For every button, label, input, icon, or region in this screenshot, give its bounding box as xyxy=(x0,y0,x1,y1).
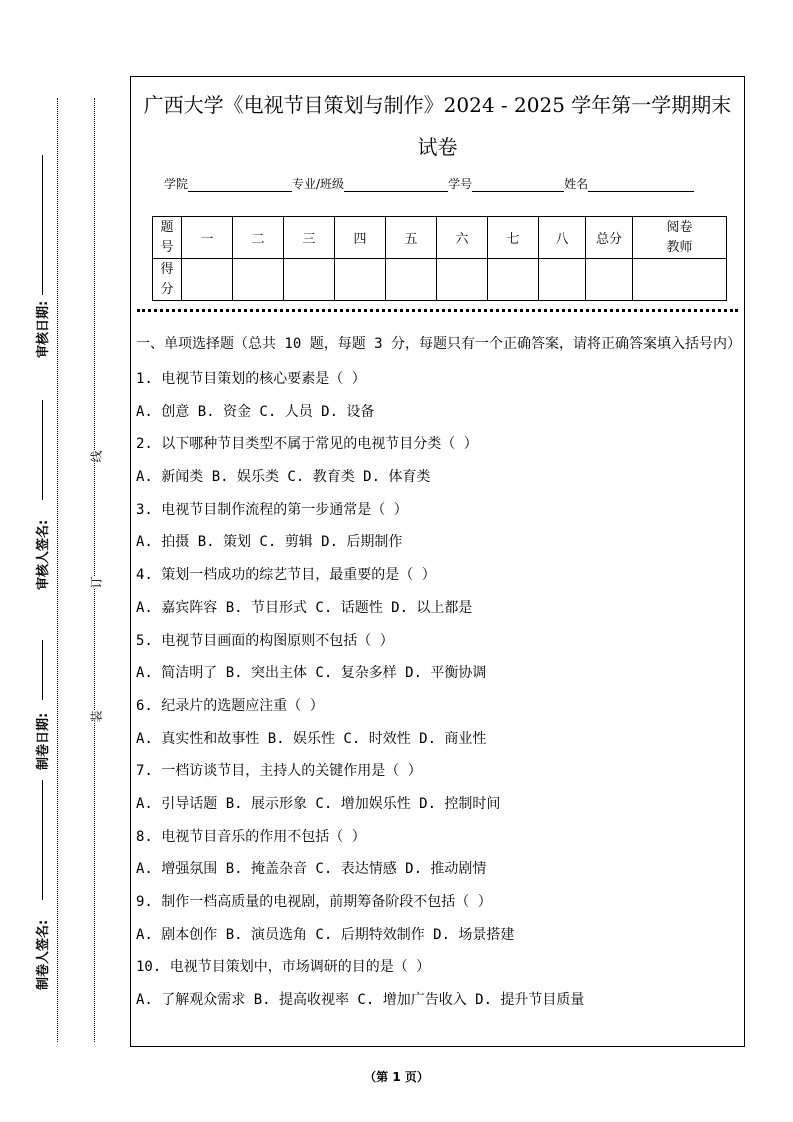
make-date-label: 制卷日期: xyxy=(36,712,51,770)
score-table xyxy=(152,216,727,301)
reviewer-sign-label: 审核人签名: xyxy=(36,519,51,590)
options-6: A. 真实性和故事性 B. 娱乐性 C. 时效性 D. 商业性 xyxy=(136,730,487,747)
table-cell-total: 总分 xyxy=(586,217,633,259)
score-input-7[interactable] xyxy=(488,259,539,301)
score-input-6[interactable] xyxy=(437,259,488,301)
score-input-3[interactable] xyxy=(284,259,335,301)
major-label: 专业/班级 xyxy=(292,177,345,191)
section-heading: 一、单项选择题（总共 10 题，每题 3 分，每题只有一个正确答案，请将正确答案填入括号内） xyxy=(136,336,741,352)
table-cell-question-no: 题 号 xyxy=(153,217,182,259)
binding-line-char: 线 xyxy=(89,450,104,463)
table-cell-6: 六 xyxy=(437,217,488,259)
score-input-4[interactable] xyxy=(335,259,386,301)
score-input-8[interactable] xyxy=(539,259,586,301)
student-id-field[interactable] xyxy=(472,179,564,192)
page-number: （第 1 页） xyxy=(364,1070,429,1084)
student-info-row xyxy=(164,175,694,192)
id-label: 学号 xyxy=(448,177,473,191)
score-input-1[interactable] xyxy=(182,259,233,301)
binding-zhuang-char: 装 xyxy=(89,710,104,723)
options-8: A. 增强氛围 B. 掩盖杂音 C. 表达情感 D. 推动剧情 xyxy=(136,861,487,878)
binding-dotted-line-outer xyxy=(57,98,58,1042)
table-cell-5: 五 xyxy=(386,217,437,259)
table-cell-4: 四 xyxy=(335,217,386,259)
review-date-label: 审核日期: xyxy=(36,300,51,358)
options-3: A. 拍摄 B. 策划 C. 剪辑 D. 后期制作 xyxy=(136,534,403,551)
question-section xyxy=(136,333,741,1017)
score-table-score-row xyxy=(153,259,727,301)
options-10: A. 了解观众需求 B. 提高收视率 C. 增加广告收入 D. 提升节目质量 xyxy=(136,992,585,1009)
options-4: A. 嘉宾阵容 B. 节目形式 C. 话题性 D. 以上都是 xyxy=(136,599,473,616)
maker-sign-underline xyxy=(42,780,43,900)
question-9: 9. 制作一档高质量的电视剧，前期筹备阶段不包括（ ） xyxy=(136,894,492,910)
question-1: 1. 电视节目策划的核心要素是（ ） xyxy=(136,371,366,387)
question-2: 2. 以下哪种节目类型不属于常见的电视节目分类（ ） xyxy=(136,436,478,453)
score-input-total[interactable] xyxy=(586,259,633,301)
maker-sign-label: 制卷人签名: xyxy=(36,919,51,990)
options-2: A. 新闻类 B. 娱乐类 C. 教育类 D. 体育类 xyxy=(136,469,431,486)
major-field[interactable] xyxy=(344,179,448,192)
question-10: 10. 电视节目策划中，市场调研的目的是（ ） xyxy=(136,959,431,976)
grader-sign-cell[interactable] xyxy=(633,259,727,301)
college-field[interactable] xyxy=(188,179,292,192)
table-cell-grader: 阅卷 教师 xyxy=(633,217,727,259)
score-table-header-row xyxy=(153,217,727,259)
table-cell-2: 二 xyxy=(233,217,284,259)
options-9: A. 剧本创作 B. 演员选角 C. 后期特效制作 D. 场景搭建 xyxy=(136,926,515,943)
options-1: A. 创意 B. 资金 C. 人员 D. 设备 xyxy=(136,403,375,420)
section-divider xyxy=(137,309,738,312)
question-8: 8. 电视节目音乐的作用不包括（ ） xyxy=(136,828,366,845)
table-cell-score-label: 得 分 xyxy=(153,259,182,301)
options-5: A. 简洁明了 B. 突出主体 C. 复杂多样 D. 平衡协调 xyxy=(136,665,487,682)
exam-frame xyxy=(130,76,745,1047)
table-cell-3: 三 xyxy=(284,217,335,259)
college-label: 学院 xyxy=(164,177,189,191)
binding-dotted-line-inner xyxy=(94,98,95,1042)
question-3: 3. 电视节目制作流程的第一步通常是（ ） xyxy=(136,501,408,518)
score-input-2[interactable] xyxy=(233,259,284,301)
score-input-5[interactable] xyxy=(386,259,437,301)
question-5: 5. 电视节目画面的构图原则不包括（ ） xyxy=(136,632,394,649)
reviewer-sign-underline xyxy=(42,400,43,500)
make-date-underline xyxy=(42,640,43,700)
name-field[interactable] xyxy=(588,179,694,192)
table-cell-1: 一 xyxy=(182,217,233,259)
binding-ding-char: 订 xyxy=(89,576,104,589)
exam-title-line2: 试卷 xyxy=(417,135,458,159)
options-7: A. 引导话题 B. 展示形象 C. 增加娱乐性 D. 控制时间 xyxy=(136,795,501,812)
exam-title-line1: 广西大学《电视节目策划与制作》2024 - 2025 学年第一学期期末 xyxy=(143,93,732,117)
review-date-underline xyxy=(42,155,43,295)
question-4: 4. 策划一档成功的综艺节目，最重要的是（ ） xyxy=(136,567,436,584)
table-cell-8: 八 xyxy=(539,217,586,259)
table-cell-7: 七 xyxy=(488,217,539,259)
question-6: 6. 纪录片的选题应注重（ ） xyxy=(136,697,324,714)
name-label: 姓名 xyxy=(564,177,589,191)
question-7: 7. 一档访谈节目，主持人的关键作用是（ ） xyxy=(136,763,422,780)
